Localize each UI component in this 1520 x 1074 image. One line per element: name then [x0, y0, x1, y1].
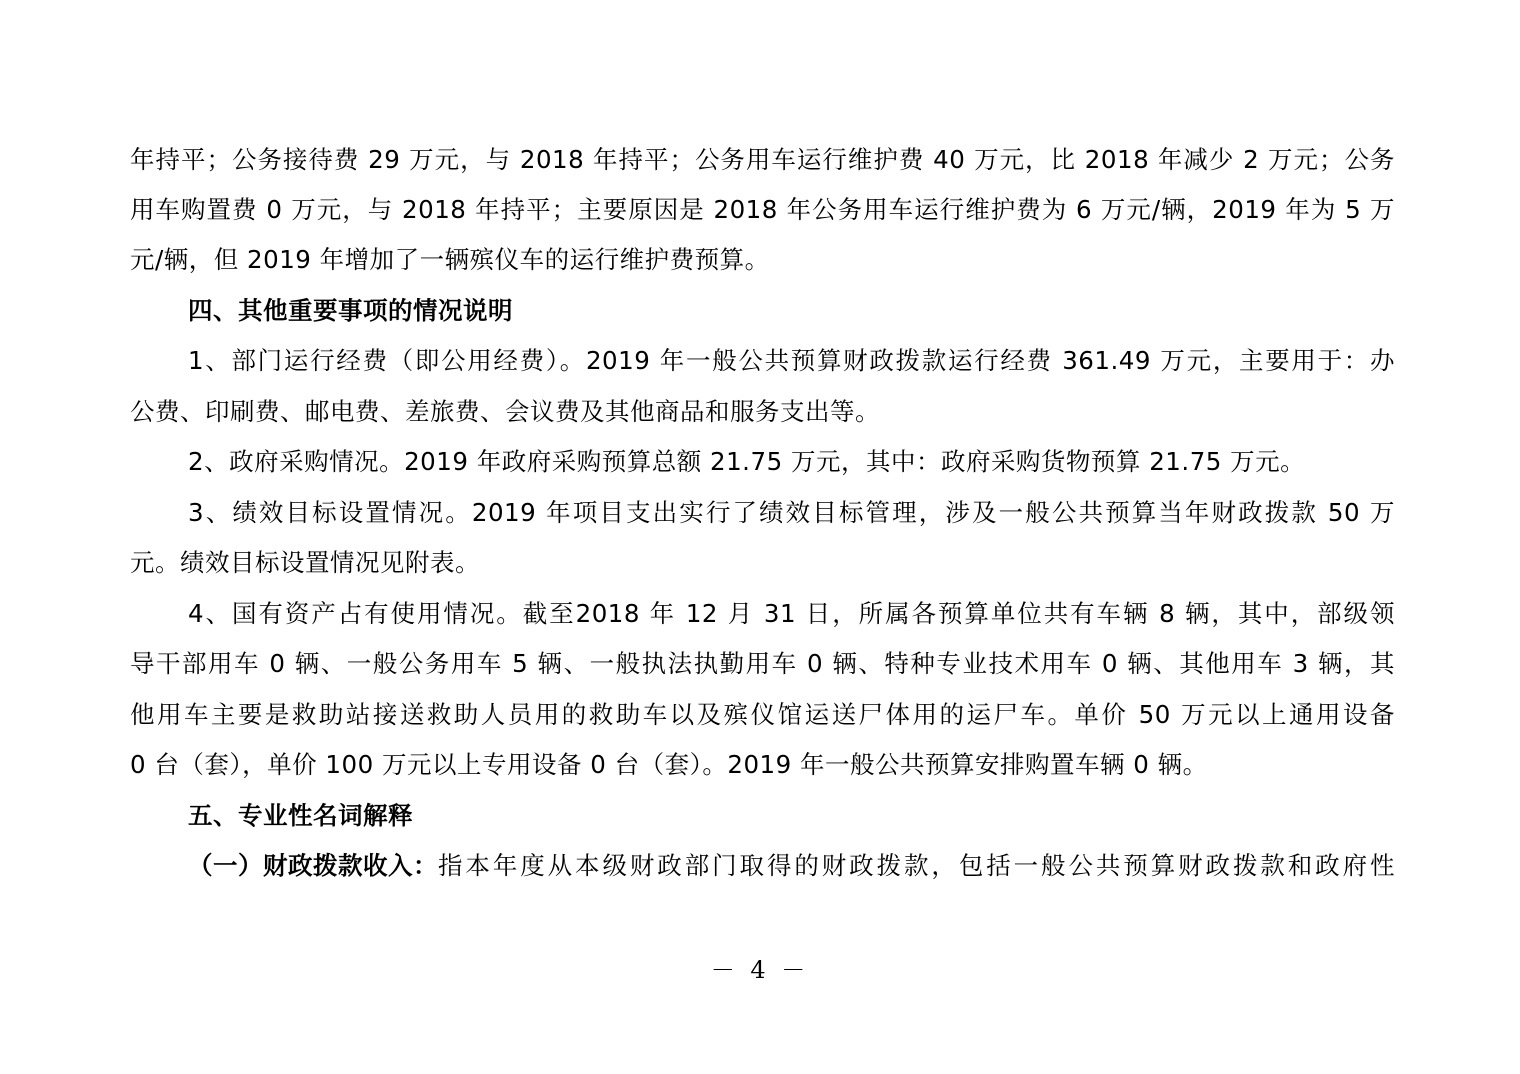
paragraph-line: 导干部用车 0 辆、一般公务用车 5 辆、一般执法执勤用车 0 辆、特种专业技术用车 0 辆、其他用车 3 辆，其	[130, 649, 1395, 678]
section-heading: 四、其他重要事项的情况说明	[188, 296, 513, 325]
paragraph-line: 元/辆，但 2019 年增加了一辆殡仪车的运行维护费预算。	[130, 245, 770, 274]
paragraph-line: 0 台（套），单价 100 万元以上专用设备 0 台（套）。2019 年一般公共预算安排购置车辆 0 辆。	[130, 750, 1208, 779]
paragraph-line: 4、国有资产占有使用情况。截至2018 年 12 月 31 日，所属各预算单位共有车辆 8 辆，其中，部级领	[188, 599, 1395, 628]
paragraph-line: 3、绩效目标设置情况。2019 年项目支出实行了绩效目标管理，涉及一般公共预算当年财政拨款 50 万	[188, 498, 1395, 527]
paragraph-line: 公费、印刷费、邮电费、差旅费、会议费及其他商品和服务支出等。	[130, 397, 880, 426]
paragraph-line: 他用车主要是救助站接送救助人员用的救助车以及殡仪馆运送尸体用的运尸车。单价 50 万元以上通用设备	[130, 700, 1395, 729]
definition-line	[188, 841, 1395, 891]
section-heading: 五、专业性名词解释	[188, 801, 413, 830]
paragraph-line: 元。绩效目标设置情况见附表。	[130, 548, 480, 577]
term-label: （一）财政拨款收入：	[188, 851, 438, 880]
paragraph-line: 年持平；公务接待费 29 万元，与 2018 年持平；公务用车运行维护费 40 万元，比 2018 年减少 2 万元；公务	[130, 145, 1395, 174]
term-definition: 指本年度从本级财政部门取得的财政拨款，包括一般公共预算财政拨款和政府性	[438, 851, 1395, 880]
paragraph-line: 2、政府采购情况。2019 年政府采购预算总额 21.75 万元，其中：政府采购货物预算 21.75 万元。	[188, 447, 1306, 476]
page-number: － 4 －	[710, 956, 810, 984]
paragraph-line: 用车购置费 0 万元，与 2018 年持平；主要原因是 2018 年公务用车运行维护费为 6 万元/辆，2019 年为 5 万	[130, 195, 1395, 224]
paragraph-line: 1、部门运行经费（即公用经费）。2019 年一般公共预算财政拨款运行经费 361.49 万元，主要用于：办	[188, 346, 1395, 375]
